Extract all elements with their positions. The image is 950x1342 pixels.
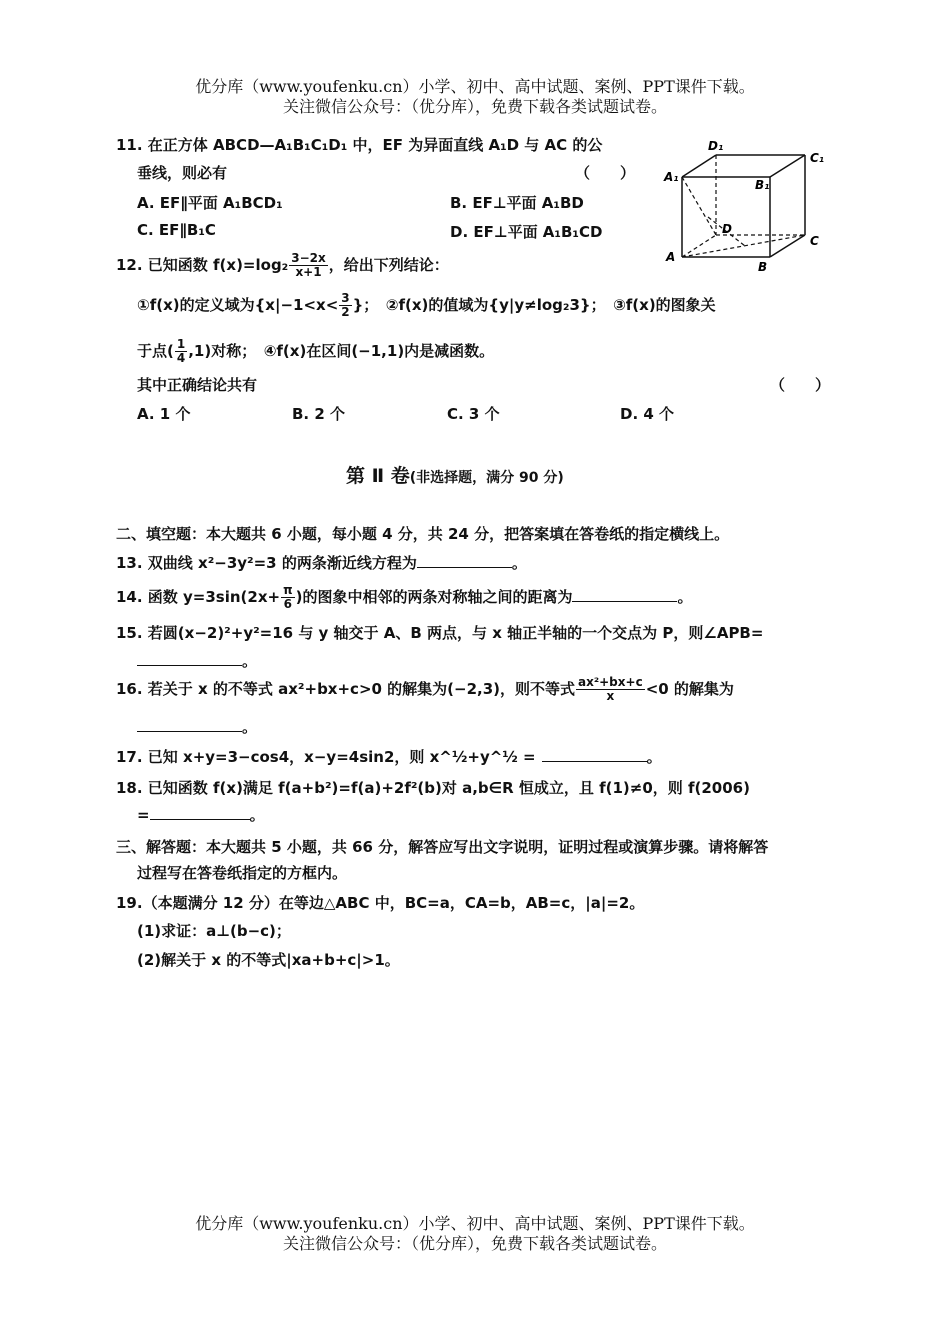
q19-part-1: (1)求证：a⊥(b−c)； — [137, 922, 291, 940]
q16-suffix: <0 的解集为 — [645, 680, 734, 698]
part2-title — [346, 461, 564, 488]
q11-option-d: D. EF⊥平面 A₁B₁CD — [450, 223, 603, 241]
q16-fraction — [576, 676, 645, 703]
q15-text: 15. 若圆(x−2)²+y²=16 与 y 轴交于 A、B 两点，与 x 轴正半轴的一个交点为 P，则∠APB= — [116, 624, 764, 642]
q17-blank — [542, 747, 647, 762]
cube-figure — [660, 135, 830, 275]
q18-blank — [150, 805, 250, 820]
cube-label: A — [666, 250, 676, 264]
q12-c1-suffix: }； ②f(x)的值域为{y|y≠log₂3}； ③f(x)的图象关 — [352, 296, 716, 314]
q14-fraction — [281, 584, 295, 611]
q12-prefix: 12. 已知函数 f(x)=log₂ — [116, 256, 289, 274]
q13-period: 。 — [511, 554, 527, 572]
q17-period: 。 — [646, 748, 662, 766]
q19-part-2: (2)解关于 x 的不等式|xa+b+c|>1。 — [137, 951, 400, 969]
q11-line-2: 垂线，则必有 — [137, 164, 228, 182]
q12-c3-suffix: ,1)对称； ④f(x)在区间(−1,1)内是减函数。 — [188, 342, 495, 360]
q16-answer — [137, 716, 257, 737]
q12-option-d: D. 4 个 — [620, 405, 675, 423]
q12-line-1 — [116, 252, 449, 279]
q16-blank — [137, 717, 242, 732]
q13-text: 13. 双曲线 x²−3y²=3 的两条渐近线方程为 — [116, 554, 417, 572]
q14-prefix: 14. 函数 y=3sin(2x+ — [116, 588, 281, 606]
q13-blank — [417, 553, 512, 568]
q11-option-b: B. EF⊥平面 A₁BD — [450, 194, 584, 212]
q16-prefix: 16. 若关于 x 的不等式 ax²+bx+c>0 的解集为(−2,3)，则不等式 — [116, 680, 576, 698]
q12-c3-num: 1 — [176, 337, 186, 351]
q14-blank — [572, 587, 677, 602]
q16 — [116, 676, 734, 703]
q17 — [116, 746, 662, 767]
cube-label: B₁ — [755, 178, 770, 192]
q12-fraction-num: 3−2x — [291, 251, 326, 265]
q16-den: x — [606, 689, 615, 703]
q18-line-1: 18. 已知函数 f(x)满足 f(a+b²)=f(a)+2f²(b)对 a,b∈R 恒成立，且 f(1)≠0，则 f(2006) — [116, 779, 750, 797]
cube-edge — [682, 155, 716, 177]
q13 — [116, 552, 527, 573]
footer-line-2: 关注微信公众号：（优分库），免费下载各类试题试卷。 — [282, 1234, 667, 1253]
q14-suffix: )的图象中相邻的两条对称轴之间的距离为 — [295, 588, 573, 606]
q14-period: 。 — [677, 588, 693, 606]
footer-line-1: 优分库（www.youfenku.cn）小学、初中、高中试题、案例、PPT课件下载。 — [195, 1214, 755, 1233]
q16-num: ax²+bx+c — [578, 675, 643, 689]
q14-den: 6 — [283, 597, 293, 611]
header-line-2: 关注微信公众号：（优分库），免费下载各类试题试卷。 — [282, 97, 667, 116]
cube-label: C₁ — [810, 151, 825, 165]
q12-option-b: B. 2 个 — [292, 405, 346, 423]
q12-answer-paren: （ ） — [770, 376, 831, 394]
sec3-heading-line-2: 过程写在答卷纸指定的方框内。 — [137, 864, 348, 882]
q14 — [116, 584, 692, 611]
cube-label: C — [810, 234, 819, 248]
q12-suffix: ，给出下列结论： — [328, 256, 449, 274]
q19-text: 19.（本题满分 12 分）在等边△ABC 中，BC=a，CA=b，AB=c，|a|=2。 — [116, 894, 645, 912]
q12-c1-num: 3 — [341, 291, 350, 305]
q12-c3-den: 4 — [176, 351, 186, 365]
q12-c1-den: 2 — [341, 305, 350, 319]
q12-fraction — [289, 252, 328, 279]
q18-period: 。 — [249, 806, 265, 824]
q11-answer-paren: （ ） — [575, 164, 636, 182]
cube-diagonal-a1d — [682, 177, 716, 235]
q11-line-1: 11. 在正方体 ABCD—A₁B₁C₁D₁ 中，EF 为异面直线 A₁D 与 AC 的公 — [116, 136, 603, 154]
cube-edge — [770, 155, 805, 177]
q17-text: 17. 已知 x+y=3−cos4，x−y=4sin2，则 x^½+y^½ = — [116, 748, 536, 766]
q12-option-a: A. 1 个 — [137, 405, 191, 423]
q12-c1-prefix: ①f(x)的定义域为{x|−1<x< — [137, 296, 339, 314]
q12-ask: 其中正确结论共有 — [137, 376, 258, 394]
q14-num: π — [283, 583, 293, 597]
q11-option-c: C. EF∥B₁C — [137, 221, 216, 239]
q12-option-c: C. 3 个 — [447, 405, 500, 423]
part2-subtitle: (非选择题，满分 90 分) — [409, 470, 564, 486]
q18-line-2 — [137, 804, 265, 825]
q11-option-a: A. EF∥平面 A₁BCD₁ — [137, 194, 283, 212]
cube-label: B — [758, 260, 768, 274]
sec2-heading: 二、填空题：本大题共 6 小题，每小题 4 分，共 24 分，把答案填在答卷纸的指定横线上。 — [116, 525, 730, 543]
q12-conclusions-1 — [137, 292, 716, 319]
q12-fraction-den: x+1 — [295, 265, 322, 279]
q16-period: 。 — [242, 718, 258, 736]
q15-blank — [137, 651, 242, 666]
cube-label: D — [722, 222, 732, 236]
q18-equals: = — [137, 806, 150, 824]
q12-conclusions-2 — [137, 338, 494, 365]
cube-label: A₁ — [664, 170, 679, 184]
part2-title-text: 第 Ⅱ 卷 — [346, 465, 410, 487]
q12-c1-fraction — [339, 292, 351, 319]
header-line-1: 优分库（www.youfenku.cn）小学、初中、高中试题、案例、PPT课件下载。 — [195, 77, 755, 96]
sec3-heading-line-1: 三、解答题：本大题共 5 小题，共 66 分，解答应写出文字说明，证明过程或演算步骤。请将解答 — [116, 838, 769, 856]
cube-label: D₁ — [708, 139, 724, 153]
q15-answer — [137, 650, 257, 671]
q12-c3-prefix: 于点( — [137, 342, 174, 360]
q12-c3-fraction — [175, 338, 187, 365]
q15-period: 。 — [242, 652, 258, 670]
